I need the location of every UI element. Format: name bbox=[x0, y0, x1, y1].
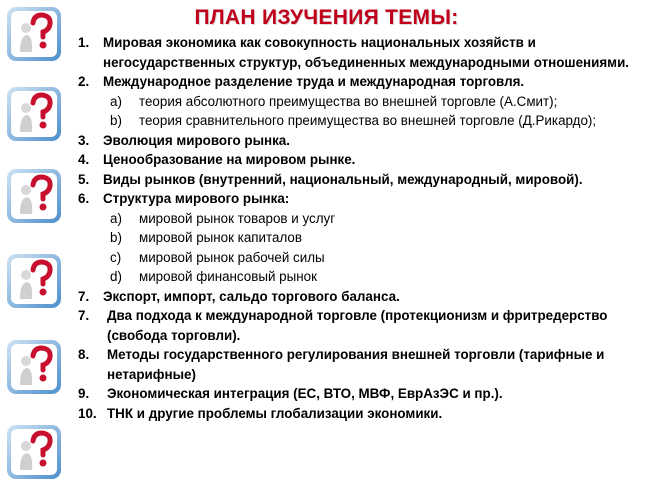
list-item bbox=[78, 150, 648, 170]
list-item bbox=[78, 189, 648, 209]
page-title: ПЛАН ИЗУЧЕНИЯ ТЕМЫ: bbox=[194, 6, 459, 29]
item-text: Экспорт, импорт, сальдо торгового баланса. bbox=[103, 288, 400, 304]
list-item bbox=[78, 33, 648, 72]
list-item bbox=[78, 72, 648, 92]
sub-list-item bbox=[78, 111, 648, 131]
item-number: 7. bbox=[78, 308, 90, 323]
list-item bbox=[78, 131, 648, 151]
sub-item-text: теория абсолютного преимущества во внешней торговле (А.Смит); bbox=[139, 93, 558, 109]
question-figure-icon bbox=[6, 86, 62, 142]
item-number: 4. bbox=[78, 152, 90, 167]
list-item bbox=[78, 345, 648, 384]
question-figure-icon bbox=[6, 253, 62, 309]
item-text: Мировая экономика как совокупность национальных хозяйств и негосударственных структур, объединенных международными отношениями. bbox=[103, 35, 630, 70]
sub-item-text: мировой рынок капиталов bbox=[139, 230, 302, 245]
item-number: 5. bbox=[78, 171, 90, 187]
item-text: Эволюция мирового рынка. bbox=[103, 132, 290, 148]
sub-item-letter: c) bbox=[110, 249, 122, 265]
list-item bbox=[78, 306, 648, 345]
item-number: 1. bbox=[78, 35, 90, 50]
item-text: ТНК и другие проблемы глобализации экономики. bbox=[107, 405, 443, 421]
item-number: 10. bbox=[78, 405, 97, 421]
sub-list-item bbox=[78, 92, 648, 112]
topic-plan-list bbox=[78, 33, 648, 423]
item-text: Виды рынков (внутренний, национальный, международный, мировой). bbox=[103, 171, 583, 187]
question-figure-icon bbox=[6, 168, 62, 224]
sub-item-letter: a) bbox=[110, 210, 122, 226]
item-text: Ценообразование на мировом рынке. bbox=[103, 152, 356, 167]
sub-item-text: мировой финансовый рынок bbox=[139, 269, 317, 284]
item-text: Два подхода к международной торговле (протекционизм и фритредерство (свобода торговли). bbox=[107, 308, 608, 343]
item-number: 2. bbox=[78, 74, 90, 89]
item-text: Структура мирового рынка: bbox=[103, 191, 290, 206]
sub-list-item bbox=[78, 228, 648, 248]
sub-item-letter: b) bbox=[110, 230, 122, 245]
item-number: 6. bbox=[78, 191, 90, 206]
sub-item-text: теория сравнительного преимущества во внешней торговле (Д.Рикардо); bbox=[139, 113, 597, 128]
sub-list-item bbox=[78, 267, 648, 287]
sub-list-item bbox=[78, 209, 648, 229]
item-number: 7. bbox=[78, 288, 90, 304]
item-number: 9. bbox=[78, 386, 90, 401]
list-item bbox=[78, 287, 648, 307]
question-figure-icon bbox=[6, 339, 62, 395]
item-text: Международное разделение труда и международная торговля. bbox=[103, 74, 525, 89]
item-text: Методы государственного регулирования внешней торговли (тарифные и нетарифные) bbox=[107, 347, 605, 382]
question-figure-icon bbox=[6, 424, 62, 480]
list-item bbox=[78, 170, 648, 190]
item-number: 3. bbox=[78, 132, 90, 148]
sub-item-text: мировой рынок рабочей силы bbox=[139, 249, 325, 265]
list-item bbox=[78, 384, 648, 404]
item-text: Экономическая интеграция (ЕС, ВТО, МВФ, ЕврАзЭС и пр.). bbox=[107, 386, 503, 401]
sub-item-letter: a) bbox=[110, 93, 122, 109]
item-number: 8. bbox=[78, 347, 90, 362]
sub-item-letter: d) bbox=[110, 269, 122, 284]
sub-list-item bbox=[78, 248, 648, 268]
sub-item-text: мировой рынок товаров и услуг bbox=[139, 210, 336, 226]
list-item bbox=[78, 404, 648, 424]
sub-item-letter: b) bbox=[110, 113, 122, 128]
